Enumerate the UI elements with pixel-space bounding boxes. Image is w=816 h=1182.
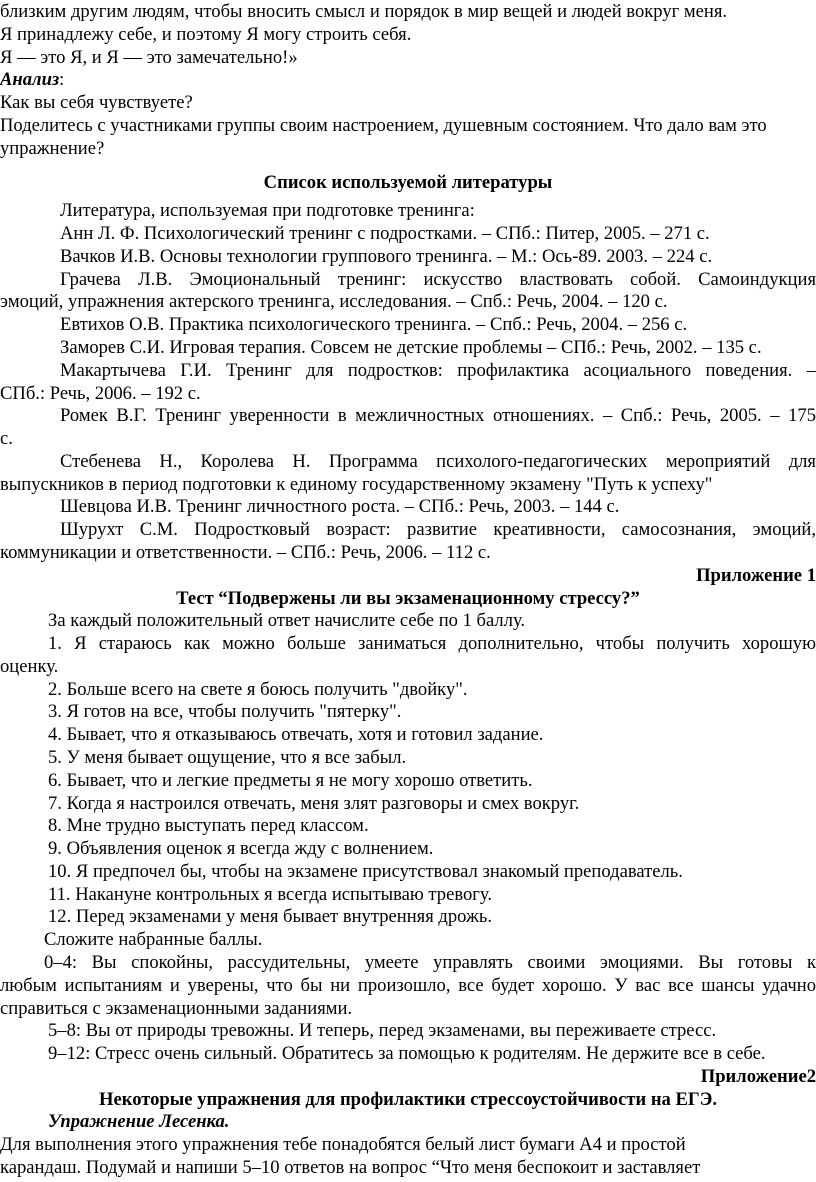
- test-question: 9. Объявления оценок я всегда жду с волнением.: [48, 838, 434, 860]
- text-line: упражнение?: [0, 137, 105, 159]
- exercise-title: Упражнение Лесенка.: [48, 1111, 230, 1133]
- test-question: 10. Я предпочел бы, чтобы на экзамене присутствовал знакомый преподаватель.: [48, 860, 683, 882]
- test-title: Тест “Подвержены ли вы экзаменационному стрессу?”: [176, 587, 640, 609]
- appendix-1-label: Приложение 1: [696, 564, 816, 586]
- test-question: 5. У меня бывает ощущение, что я все забыл.: [48, 747, 407, 768]
- reference-item-cont: коммуникации и ответственности. – СПб.: Речь, 2006. – 112 с.: [0, 542, 491, 563]
- appendix-2-title: Некоторые упражнения для профилактики стрессоустойчивости на ЕГЭ.: [99, 1088, 717, 1110]
- reference-item: Евтихов О.В. Практика психологического тренинга. – Спб.: Речь, 2004. – 256 с.: [60, 314, 688, 336]
- reference-item-cont: эмоций, упражнения актерского тренинга, исследования. – Спб.: Речь, 2004. – 120 с.: [0, 291, 668, 313]
- text-line: Как вы себя чувствуете?: [0, 92, 193, 114]
- test-question: 6. Бывает, что и легкие предметы я не могу хорошо ответить.: [48, 769, 533, 791]
- reference-item: Вачков И.В. Основы технологии группового тренинга. – М.: Ось-89. 2003. – 224 с.: [60, 245, 713, 267]
- text-line: близким другим людям, чтобы вносить смысл и порядок в мир вещей и людей вокруг меня.: [0, 1, 728, 22]
- analysis-heading-line: [0, 68, 816, 92]
- exercise-text: Для выполнения этого упражнения тебе понадобятся белый лист бумаги А4 и простой: [0, 1134, 686, 1156]
- test-question: 2. Больше всего на свете я боюсь получить "двойку".: [48, 678, 468, 700]
- test-question: 3. Я готов на все, чтобы получить "пятерку".: [48, 701, 402, 723]
- reference-item-cont: СПб.: Речь, 2006. – 192 с.: [0, 382, 201, 404]
- test-instruction: За каждый положительный ответ начислите себе по 1 баллу.: [48, 610, 526, 632]
- test-question: 1. Я стараюсь как можно больше заниматься дополнительно, чтобы получить хорошую: [48, 633, 816, 655]
- literature-intro: Литература, используемая при подготовке тренинга:: [60, 200, 475, 222]
- analysis-heading: Анализ: [0, 69, 60, 91]
- test-result: 9–12: Стресс очень сильный. Обратитесь за помощью к родителям. Не держите все в себе.: [48, 1043, 766, 1065]
- test-result: 0–4: Вы спокойны, рассудительны, умеете управлять своими эмоциями. Вы готовы к: [44, 952, 816, 973]
- reference-item: Грачева Л.В. Эмоциональный тренинг: искусство властвовать собой. Самоиндукция: [60, 268, 816, 290]
- analysis-colon: :: [59, 69, 65, 91]
- text-line: Я — это Я, и Я — это замечательно!»: [0, 46, 298, 68]
- text-line: Я принадлежу себе, и поэтому Я могу строить себя.: [0, 23, 412, 45]
- test-result-cont: справиться с экзаменационными заданиями.: [0, 997, 353, 1019]
- reference-item: Заморев С.И. Игровая терапия. Совсем не детские проблемы – СПб.: Речь, 2002. – 135 с.: [60, 337, 762, 358]
- appendix-2-label: Приложение2: [700, 1065, 816, 1087]
- test-result-cont: любым испытаниям и уверены, что бы ни произошло, все будет хорошо. У вас все шансы удачно: [0, 974, 816, 996]
- test-question: 12. Перед экзаменами у меня бывает внутренняя дрожь.: [48, 906, 492, 928]
- text-line: Поделитесь с участниками группы своим настроением, душевным состоянием. Что дало вам это: [0, 114, 767, 136]
- test-question: 4. Бывает, что я отказываюсь отвечать, хотя и готовил задание.: [48, 724, 544, 746]
- reference-item-cont: с.: [0, 428, 13, 450]
- reference-item: Макартычева Г.И. Тренинг для подростков: профилактика асоциального поведения. –: [60, 359, 816, 381]
- test-question: 8. Мне трудно выступать перед классом.: [48, 815, 369, 837]
- reference-item: Шурухт С.М. Подростковый возраст: развитие креативности, самосознания, эмоций,: [60, 519, 816, 541]
- test-result: 5–8: Вы от природы тревожны. И теперь, перед экзаменами, вы переживаете стресс.: [48, 1020, 717, 1042]
- reference-item: Анн Л. Ф. Психологический тренинг с подростками. – СПб.: Питер, 2005. – 271 с.: [60, 223, 710, 245]
- test-question-cont: оценку.: [0, 655, 59, 677]
- reference-item-cont: выпускников в период подготовки к единому государственному экзамену "Путь к успеху": [0, 473, 713, 495]
- reference-item: Ромек В.Г. Тренинг уверенности в межличностных отношениях. – Спб.: Речь, 2005. – 175: [60, 405, 816, 427]
- test-sum: Сложите набранные баллы.: [44, 929, 263, 951]
- test-question: 7. Когда я настроился отвечать, меня злят разговоры и смех вокруг.: [48, 792, 580, 814]
- exercise-text: карандаш. Подумай и напиши 5–10 ответов на вопрос “Что меня беспокоит и заставляет: [0, 1157, 701, 1178]
- literature-title: Список используемой литературы: [263, 171, 553, 193]
- test-question: 11. Накануне контрольных я всегда испытываю тревогу.: [48, 883, 492, 905]
- reference-item: Шевцова И.В. Тренинг личностного роста. – СПб.: Речь, 2003. – 144 с.: [60, 496, 620, 518]
- reference-item: Стебенева Н., Королева Н. Программа психолого-педагогических мероприятий для: [60, 450, 816, 472]
